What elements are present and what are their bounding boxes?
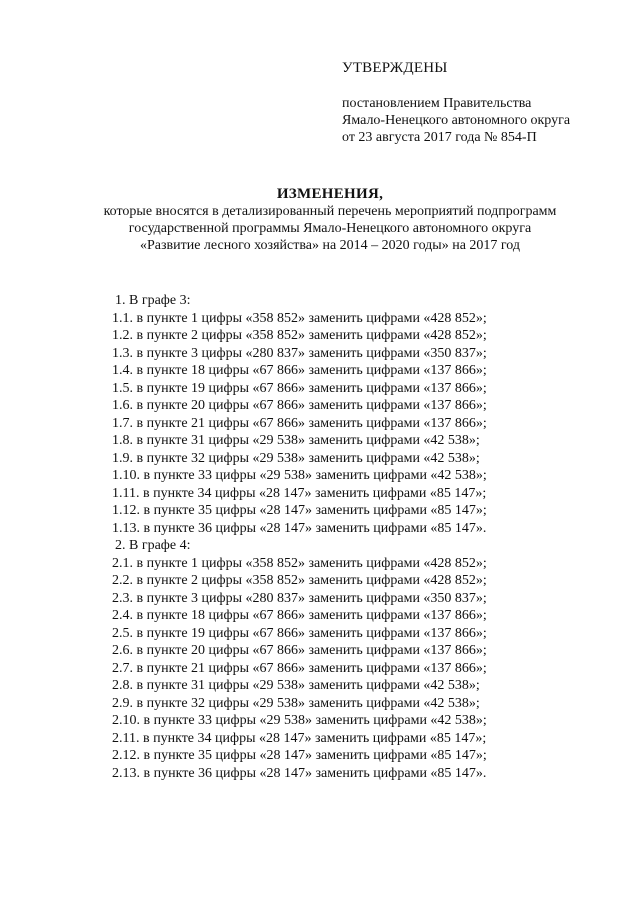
list-item: 2.7. в пункте 21 цифры «67 866» заменить цифрами «137 866»; — [112, 660, 487, 676]
list-item: 1.3. в пункте 3 цифры «280 837» заменить цифрами «350 837»; — [112, 345, 487, 361]
list-item: 2.13. в пункте 36 цифры «28 147» заменить цифрами «85 147». — [112, 765, 487, 781]
heading-line-3: «Развитие лесного хозяйства» на 2014 – 2020 годы» на 2017 год — [139, 238, 521, 253]
changes-list — [112, 292, 612, 782]
list-item: 1.6. в пункте 20 цифры «67 866» заменить цифрами «137 866»; — [112, 398, 487, 413]
list-item: 1.12. в пункте 35 цифры «28 147» заменить цифрами «85 147»; — [112, 503, 487, 518]
list-item: 2.1. в пункте 1 цифры «358 852» заменить цифрами «428 852»; — [112, 555, 487, 571]
list-item: 1.7. в пункте 21 цифры «67 866» заменить цифрами «137 866»; — [112, 415, 487, 431]
list-item: 2.10. в пункте 33 цифры «29 538» заменить цифрами «42 538»; — [112, 713, 487, 728]
list-item: 2.3. в пункте 3 цифры «280 837» заменить цифрами «350 837»; — [112, 590, 487, 606]
section-heading: 1. В графе 3: — [115, 293, 191, 308]
list-item: 2.12. в пункте 35 цифры «28 147» заменить цифрами «85 147»; — [112, 748, 487, 763]
approved-label: УТВЕРЖДЕНЫ — [342, 60, 448, 76]
list-item: 1.1. в пункте 1 цифры «358 852» заменить цифрами «428 852»; — [112, 310, 487, 326]
document-title: ИЗМЕНЕНИЯ, — [276, 186, 384, 202]
list-item: 1.5. в пункте 19 цифры «67 866» заменить цифрами «137 866»; — [112, 380, 487, 396]
list-item: 2.6. в пункте 20 цифры «67 866» заменить цифрами «137 866»; — [112, 643, 487, 658]
approval-line-2: Ямало-Ненецкого автономного округа — [342, 113, 571, 128]
document-heading — [30, 186, 630, 254]
list-item: 1.9. в пункте 32 цифры «29 538» заменить цифрами «42 538»; — [112, 450, 480, 466]
approval-block — [342, 60, 632, 146]
list-item: 1.10. в пункте 33 цифры «29 538» заменить цифрами «42 538»; — [112, 468, 487, 483]
list-item: 2.9. в пункте 32 цифры «29 538» заменить цифрами «42 538»; — [112, 695, 480, 711]
list-item: 1.4. в пункте 18 цифры «67 866» заменить цифрами «137 866»; — [112, 363, 487, 378]
section-heading: 2. В графе 4: — [115, 538, 191, 553]
list-item: 1.11. в пункте 34 цифры «28 147» заменить цифрами «85 147»; — [112, 485, 487, 501]
list-item: 2.2. в пункте 2 цифры «358 852» заменить цифрами «428 852»; — [112, 573, 487, 588]
list-item: 2.11. в пункте 34 цифры «28 147» заменить цифрами «85 147»; — [112, 730, 487, 746]
approval-line-3: от 23 августа 2017 года № 854-П — [342, 130, 537, 145]
list-item: 2.8. в пункте 31 цифры «29 538» заменить цифрами «42 538»; — [112, 678, 480, 693]
list-item: 2.4. в пункте 18 цифры «67 866» заменить цифрами «137 866»; — [112, 608, 487, 623]
list-item: 1.8. в пункте 31 цифры «29 538» заменить цифрами «42 538»; — [112, 433, 480, 448]
list-item: 1.13. в пункте 36 цифры «28 147» заменить цифрами «85 147». — [112, 520, 487, 536]
approval-line-1: постановлением Правительства — [342, 96, 532, 111]
heading-line-1: которые вносятся в детализированный перечень мероприятий подпрограмм — [103, 204, 557, 219]
heading-line-2: государственной программы Ямало-Ненецкого автономного округа — [128, 221, 532, 236]
list-item: 1.2. в пункте 2 цифры «358 852» заменить цифрами «428 852»; — [112, 328, 487, 343]
list-item: 2.5. в пункте 19 цифры «67 866» заменить цифрами «137 866»; — [112, 625, 487, 641]
